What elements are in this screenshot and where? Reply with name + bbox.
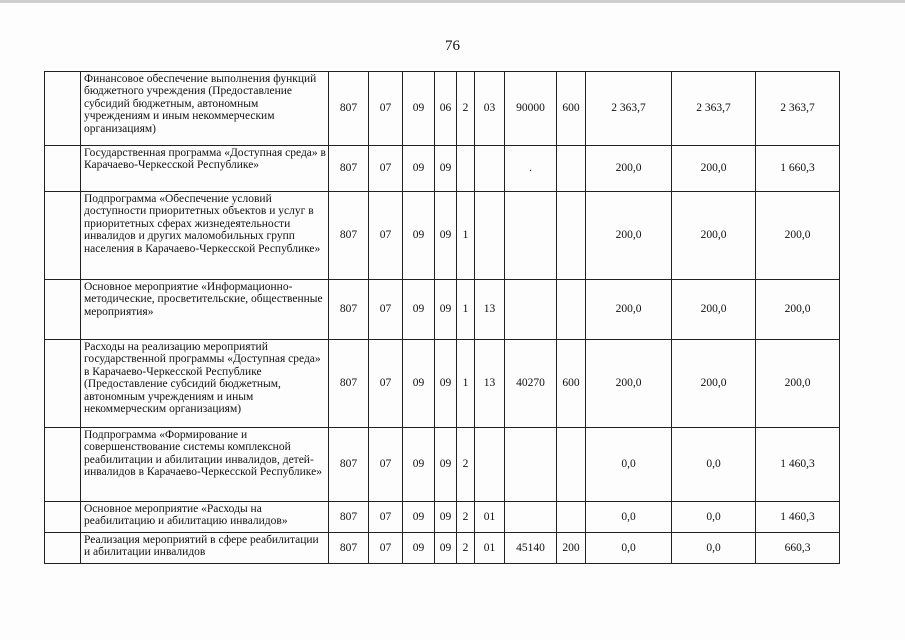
cell-activity: 13: [475, 340, 505, 428]
cell-code: 807: [329, 72, 369, 146]
cell-expense-type: 600: [557, 72, 586, 146]
cell-code: 807: [329, 146, 369, 192]
cell-activity: [475, 428, 505, 502]
empty-cell: [45, 280, 81, 340]
cell-year3: 2 363,7: [756, 72, 840, 146]
cell-year1: 0,0: [586, 533, 672, 564]
cell-subsection: 09: [403, 428, 435, 502]
cell-section: 07: [369, 192, 403, 280]
row-name: Основное мероприятие «Расходы на реабилитацию и абилитацию инвалидов»: [81, 502, 329, 533]
cell-year2: 0,0: [672, 502, 756, 533]
table-row: [45, 146, 840, 192]
row-name: Подпрограмма «Формирование и совершенствование системы комплексной реабилитации и абилитации инвалидов, детей-инвалидов в Карачаево-Черкесской Республике»: [81, 428, 329, 502]
cell-subsection: 09: [403, 72, 435, 146]
cell-expense-type: [557, 428, 586, 502]
cell-code: 807: [329, 533, 369, 564]
cell-direction: [505, 428, 557, 502]
cell-section: 07: [369, 280, 403, 340]
row-name: Государственная программа «Доступная среда» в Карачаево-Черкесской Республике»: [81, 146, 329, 192]
cell-direction: [505, 502, 557, 533]
cell-expense-type: 600: [557, 340, 586, 428]
cell-year1: 200,0: [586, 340, 672, 428]
cell-section: 07: [369, 533, 403, 564]
cell-year3: 200,0: [756, 340, 840, 428]
cell-program: 06: [435, 72, 457, 146]
empty-cell: [45, 192, 81, 280]
cell-section: 07: [369, 502, 403, 533]
cell-code: 807: [329, 502, 369, 533]
empty-cell: [45, 340, 81, 428]
cell-subprogram: 2: [457, 72, 475, 146]
cell-subsection: 09: [403, 502, 435, 533]
cell-expense-type: [557, 146, 586, 192]
cell-program: 09: [435, 192, 457, 280]
table-row: [45, 192, 840, 280]
cell-subprogram: [457, 146, 475, 192]
cell-year1: 0,0: [586, 428, 672, 502]
cell-subprogram: 1: [457, 340, 475, 428]
cell-year2: 200,0: [672, 146, 756, 192]
cell-expense-type: 200: [557, 533, 586, 564]
cell-activity: [475, 192, 505, 280]
table-row: [45, 502, 840, 533]
cell-subsection: 09: [403, 280, 435, 340]
cell-subsection: 09: [403, 192, 435, 280]
cell-direction: 45140: [505, 533, 557, 564]
cell-expense-type: [557, 192, 586, 280]
cell-subprogram: 1: [457, 192, 475, 280]
cell-activity: 01: [475, 533, 505, 564]
row-name: Подпрограмма «Обеспечение условий доступности приоритетных объектов и услуг в приоритетных сферах жизнедеятельности инвалидов и других маломобильных групп населения в Карачаево-Черкесской Республике»: [81, 192, 329, 280]
cell-year3: 200,0: [756, 280, 840, 340]
cell-code: 807: [329, 280, 369, 340]
table-row: [45, 280, 840, 340]
cell-year1: 200,0: [586, 192, 672, 280]
cell-year3: 660,3: [756, 533, 840, 564]
cell-direction: [505, 280, 557, 340]
cell-activity: 13: [475, 280, 505, 340]
cell-subsection: 09: [403, 533, 435, 564]
cell-section: 07: [369, 340, 403, 428]
cell-subprogram: 2: [457, 502, 475, 533]
row-name: Расходы на реализацию мероприятий государственной программы «Доступная среда» в Карачаево-Черкесской Республике (Предоставление субсидий бюджетным, автономным учреждениям и иным некоммерческим организациям): [81, 340, 329, 428]
cell-year3: 1 460,3: [756, 428, 840, 502]
cell-year1: 200,0: [586, 280, 672, 340]
row-name: Финансовое обеспечение выполнения функций бюджетного учреждения (Предоставление субсидий бюджетным, автономным учреждениям и иным некоммерческим организациям): [81, 72, 329, 146]
cell-subprogram: 2: [457, 533, 475, 564]
cell-year2: 200,0: [672, 280, 756, 340]
cell-direction: [505, 192, 557, 280]
cell-year1: 200,0: [586, 146, 672, 192]
cell-year2: 0,0: [672, 533, 756, 564]
empty-cell: [45, 428, 81, 502]
row-name: Реализация мероприятий в сфере реабилитации и абилитации инвалидов: [81, 533, 329, 564]
cell-year2: 200,0: [672, 192, 756, 280]
cell-year1: 2 363,7: [586, 72, 672, 146]
cell-activity: 01: [475, 502, 505, 533]
cell-program: 09: [435, 428, 457, 502]
cell-section: 07: [369, 428, 403, 502]
cell-year3: 1 460,3: [756, 502, 840, 533]
budget-table: [44, 71, 840, 564]
empty-cell: [45, 146, 81, 192]
cell-direction: 40270: [505, 340, 557, 428]
cell-program: 09: [435, 280, 457, 340]
cell-section: 07: [369, 146, 403, 192]
table-row: [45, 533, 840, 564]
cell-subsection: 09: [403, 146, 435, 192]
row-name: Основное мероприятие «Информационно-методические, просветительские, общественные мероприятия»: [81, 280, 329, 340]
cell-year3: 200,0: [756, 192, 840, 280]
cell-activity: 03: [475, 72, 505, 146]
cell-expense-type: [557, 502, 586, 533]
cell-code: 807: [329, 428, 369, 502]
cell-year2: 200,0: [672, 340, 756, 428]
empty-cell: [45, 533, 81, 564]
cell-direction: 90000: [505, 72, 557, 146]
cell-year2: 0,0: [672, 428, 756, 502]
cell-subprogram: 1: [457, 280, 475, 340]
cell-program: 09: [435, 340, 457, 428]
cell-code: 807: [329, 192, 369, 280]
cell-program: 09: [435, 502, 457, 533]
scan-top-edge: [0, 0, 905, 3]
cell-section: 07: [369, 72, 403, 146]
empty-cell: [45, 502, 81, 533]
cell-activity: [475, 146, 505, 192]
cell-subsection: 09: [403, 340, 435, 428]
empty-cell: [45, 72, 81, 146]
cell-year3: 1 660,3: [756, 146, 840, 192]
cell-direction: .: [505, 146, 557, 192]
cell-year2: 2 363,7: [672, 72, 756, 146]
table-row: [45, 72, 840, 146]
table-row: [45, 428, 840, 502]
cell-program: 09: [435, 146, 457, 192]
cell-expense-type: [557, 280, 586, 340]
cell-program: 09: [435, 533, 457, 564]
table-row: [45, 340, 840, 428]
cell-year1: 0,0: [586, 502, 672, 533]
cell-code: 807: [329, 340, 369, 428]
page-number: 76: [445, 38, 460, 54]
cell-subprogram: 2: [457, 428, 475, 502]
